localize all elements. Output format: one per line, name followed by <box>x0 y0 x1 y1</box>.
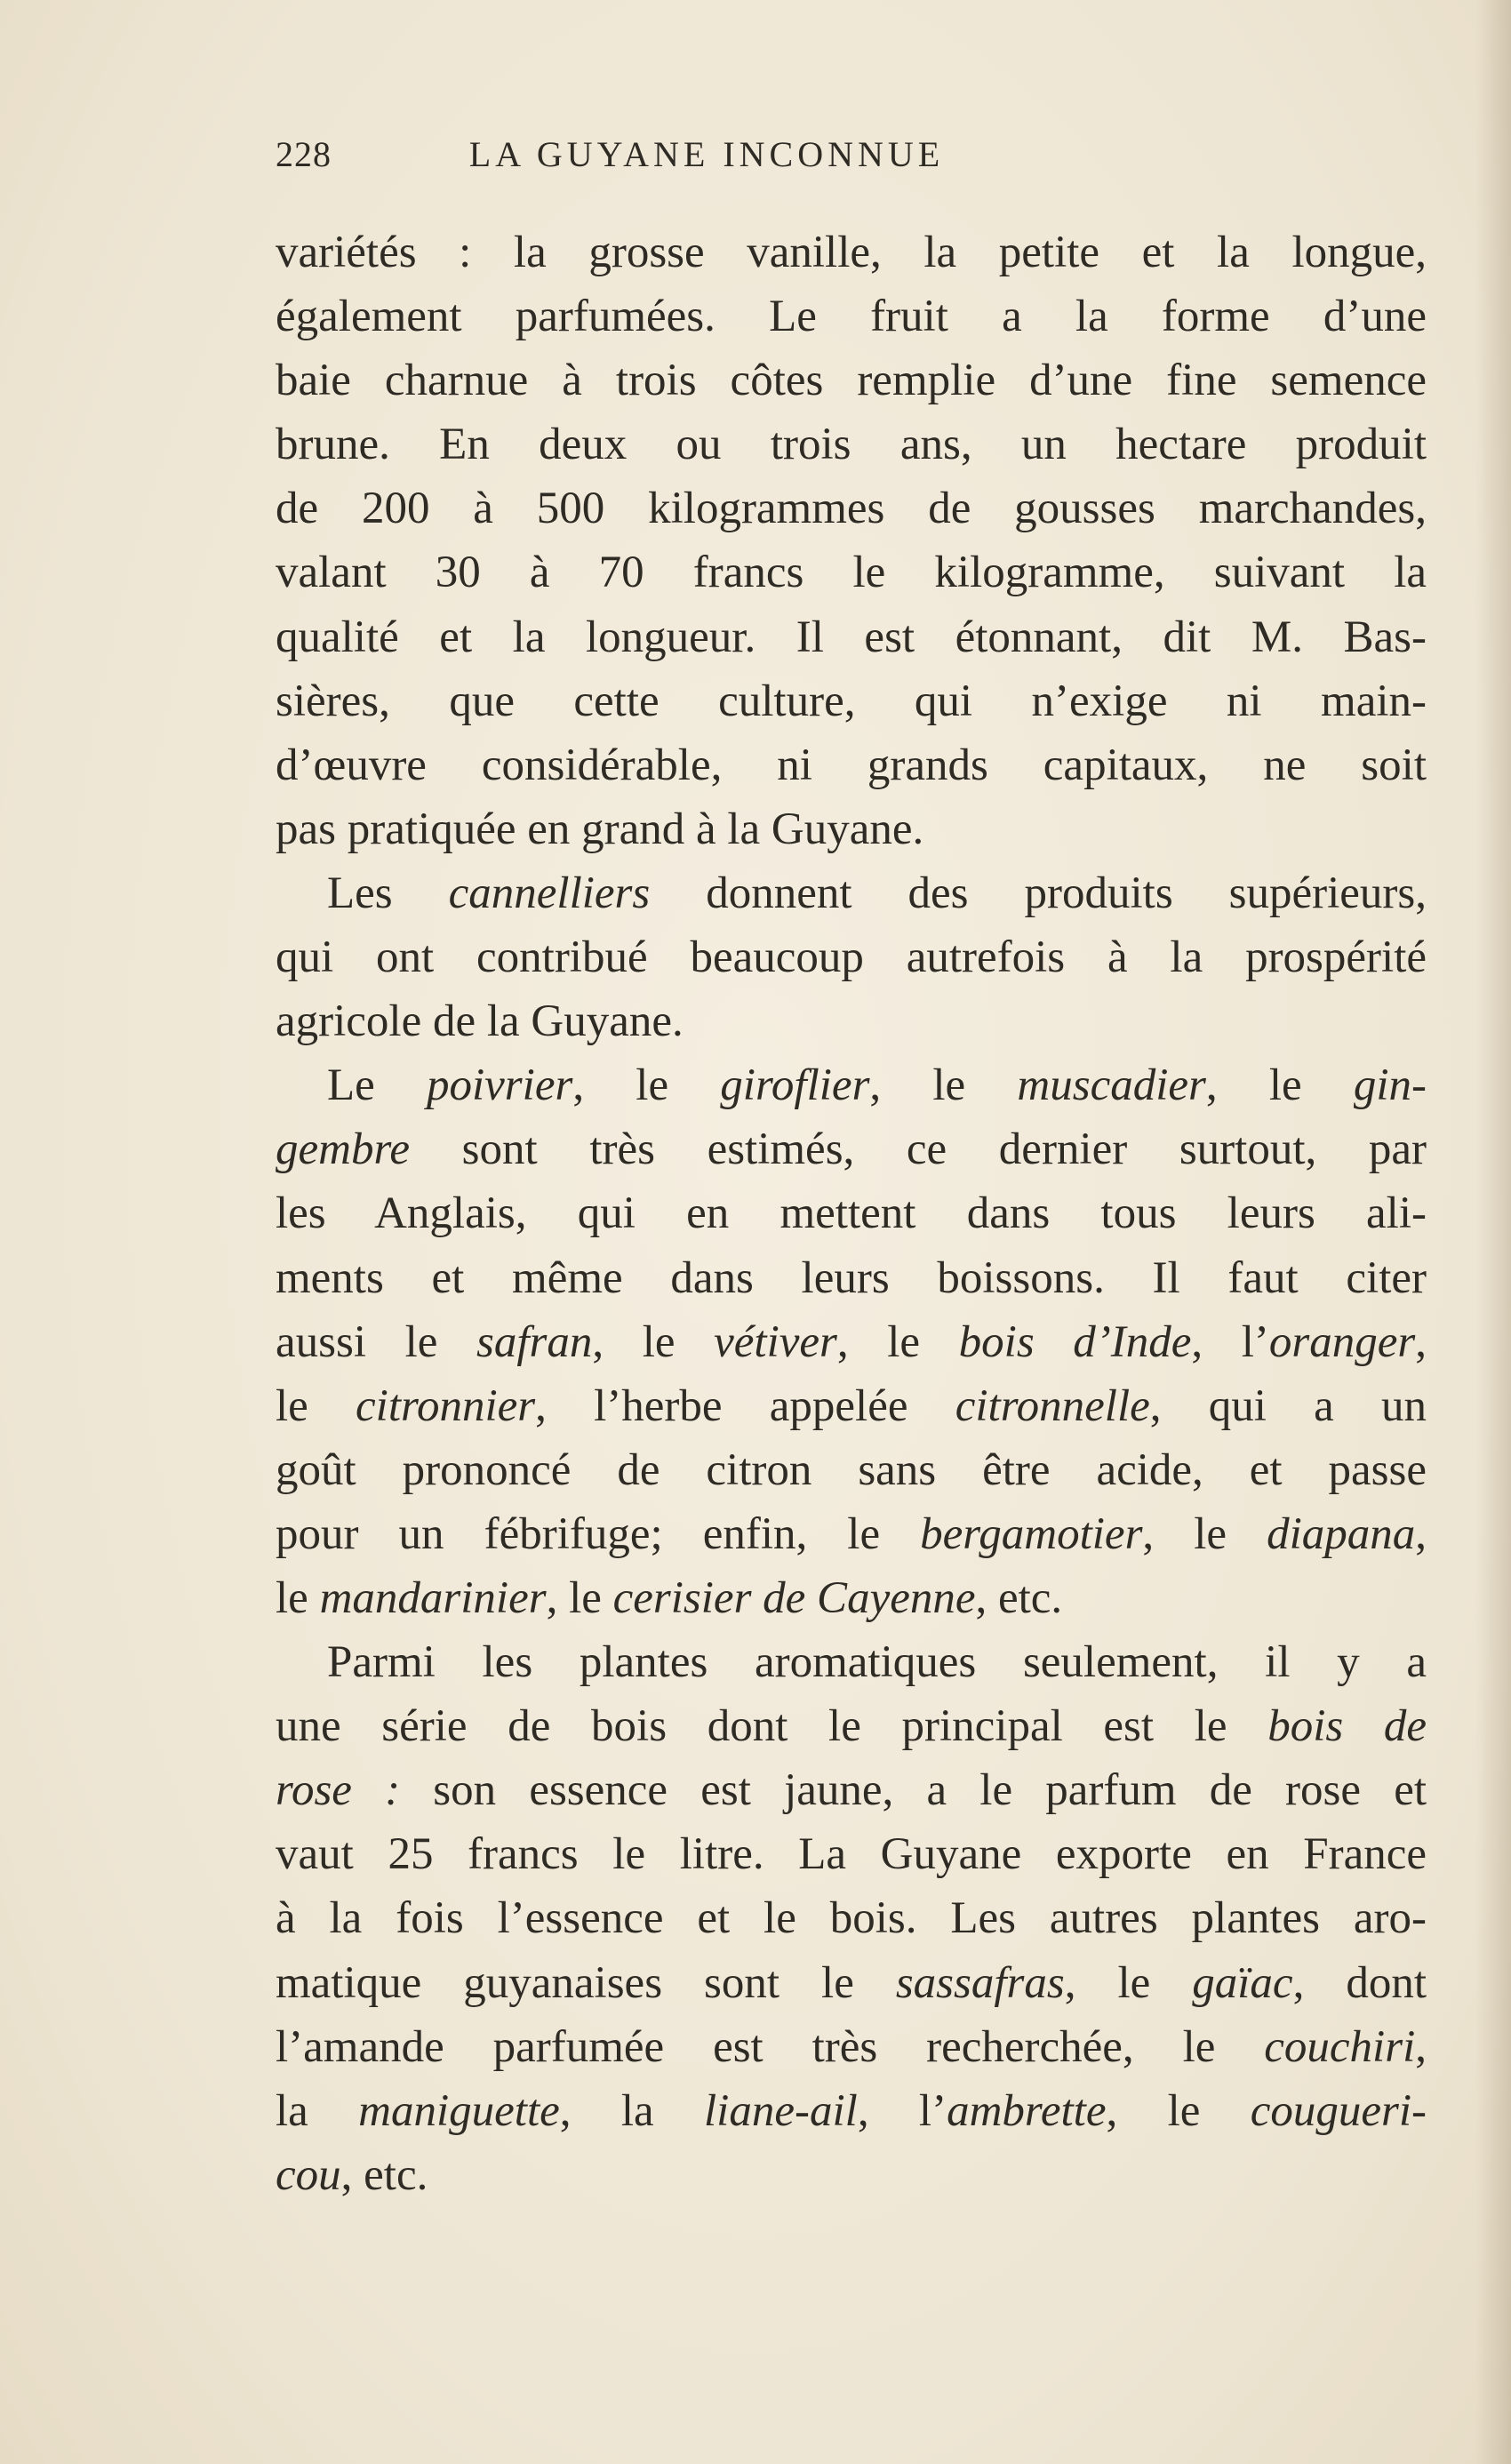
text-line <box>276 412 1427 476</box>
text-line <box>276 605 1427 669</box>
text-line <box>276 797 1427 861</box>
text-run: , le <box>1142 1508 1267 1559</box>
italic-term: rose : <box>276 1765 401 1816</box>
italic-term: couchiri <box>1264 2021 1416 2072</box>
text-line <box>276 284 1427 348</box>
text-run: qui ont contribué beaucoup autrefois à la prospérité <box>276 932 1427 983</box>
text-run: également parfumées. Le fruit a la forme d’une <box>276 292 1427 342</box>
text-run: , qui a un <box>1149 1380 1427 1431</box>
text-run: Le <box>327 1060 427 1111</box>
text-run: d’œuvre considérable, ni grands capitaux, ne soit <box>276 740 1427 790</box>
text-line <box>276 925 1427 989</box>
text-run: les Anglais, qui en mettent dans tous leurs ali- <box>276 1188 1427 1239</box>
italic-term: ambrette <box>947 2085 1107 2136</box>
text-line <box>276 1117 1427 1181</box>
text-line <box>276 1374 1427 1438</box>
text-run: pas pratiquée en grand à la Guyane. <box>276 804 924 854</box>
text-run: , le <box>546 1572 613 1623</box>
text-run: à la fois l’essence et le bois. Les autres plantes aro- <box>276 1893 1427 1944</box>
text-run: , etc. <box>340 2149 428 2200</box>
text-run: Les <box>327 868 449 918</box>
text-line <box>276 1502 1427 1566</box>
text-run: aussi le <box>276 1316 477 1367</box>
text-run: , le <box>1106 2085 1251 2136</box>
text-line <box>276 2079 1427 2143</box>
text-line <box>276 2143 1427 2207</box>
italic-term: gembre <box>276 1124 411 1175</box>
text-run: le <box>276 1572 320 1623</box>
italic-term: cougueri- <box>1250 2085 1427 2136</box>
text-line <box>276 2015 1427 2079</box>
italic-term: maniguette <box>358 2085 560 2136</box>
page-number: 228 <box>276 134 332 174</box>
text-run: , la <box>559 2085 705 2136</box>
italic-term: muscadier <box>1017 1060 1206 1111</box>
text-line <box>276 1181 1427 1245</box>
text-run: , le <box>592 1316 715 1367</box>
italic-term: citronnelle <box>955 1380 1150 1431</box>
text-run: Parmi les plantes aromatiques seulement, il y a <box>327 1637 1427 1688</box>
text-line <box>276 1758 1427 1822</box>
page-edge-shadow <box>1475 0 1511 2464</box>
text-line <box>276 1438 1427 1502</box>
italic-term: gin- <box>1353 1060 1427 1111</box>
text-line <box>276 1694 1427 1758</box>
text-run: de 200 à 500 kilogrammes de gousses marchandes, <box>276 484 1427 534</box>
text-run: , dont <box>1292 1957 1427 2008</box>
text-run: , le <box>869 1060 1018 1111</box>
text-run: agricole de la Guyane. <box>276 996 684 1047</box>
page-header <box>276 133 1138 187</box>
text-line <box>276 1310 1427 1374</box>
text-line <box>276 1886 1427 1950</box>
italic-term: cerisier de Cayenne <box>612 1572 976 1623</box>
text-run: qualité et la longueur. Il est étonnant, dit M. Bas- <box>276 612 1427 662</box>
text-run: sières, que cette culture, qui n’exige ni main- <box>276 676 1427 726</box>
italic-term: vétiver <box>714 1316 837 1367</box>
italic-term: safran <box>476 1316 593 1367</box>
text-run: une série de bois dont le principal est le <box>276 1701 1268 1752</box>
italic-term: bois d’Inde <box>958 1316 1192 1367</box>
text-run: le <box>276 1380 356 1431</box>
text-run: goût prononcé de citron sans être acide, et passe <box>276 1444 1427 1495</box>
text-run: sont très estimés, ce dernier surtout, par <box>410 1124 1427 1175</box>
text-run: matique guyanaises sont le <box>276 1957 896 2008</box>
text-run: son essence est jaune, a le parfum de rose et <box>400 1765 1427 1816</box>
italic-term: giroflier <box>720 1060 870 1111</box>
text-run: la <box>276 2085 359 2136</box>
text-line <box>276 989 1427 1053</box>
italic-term: gaïac <box>1192 1957 1293 2008</box>
text-run: , le <box>1064 1957 1193 2008</box>
text-line <box>276 1246 1427 1310</box>
text-run: ments et même dans leurs boissons. Il faut citer <box>276 1252 1427 1303</box>
text-run: , l’ <box>1191 1316 1269 1367</box>
text-run: l’amande parfumée est très recherchée, le <box>276 2021 1265 2072</box>
text-run: brune. En deux ou trois ans, un hectare produit <box>276 420 1427 470</box>
text-run: , <box>1415 1508 1427 1559</box>
text-line <box>276 669 1427 733</box>
text-run: vaut 25 francs le litre. La Guyane exporte en France <box>276 1829 1427 1880</box>
running-title: LA GUYANE INCONNUE <box>468 134 945 174</box>
text-run: baie charnue à trois côtes remplie d’une fine semence <box>276 356 1427 406</box>
text-line <box>276 220 1427 284</box>
text-run: , <box>1415 2021 1427 2072</box>
text-line <box>276 540 1427 604</box>
text-line <box>276 1566 1427 1630</box>
text-run: , le <box>1205 1060 1354 1111</box>
italic-term: liane-ail <box>704 2085 858 2136</box>
text-line <box>276 861 1427 925</box>
text-run: pour un fébrifuge; enfin, le <box>276 1508 921 1559</box>
text-line <box>276 1630 1427 1694</box>
text-line <box>276 348 1427 412</box>
text-run: , le <box>836 1316 959 1367</box>
italic-term: cannelliers <box>448 868 651 918</box>
text-line <box>276 1822 1427 1886</box>
text-run: variétés : la grosse vanille, la petite et la longue, <box>276 228 1427 277</box>
text-run: , <box>1415 1316 1427 1367</box>
text-line <box>276 1053 1427 1117</box>
italic-term: bois de <box>1267 1701 1427 1752</box>
text-line <box>276 1951 1427 2015</box>
text-line <box>276 733 1427 797</box>
italic-term: sassafras <box>895 1957 1065 2008</box>
italic-term: cou <box>276 2149 341 2200</box>
text-run: , le <box>572 1060 721 1111</box>
text-run: , etc. <box>975 1572 1063 1623</box>
italic-term: citronnier <box>356 1380 536 1431</box>
text-run: , l’ <box>857 2085 947 2136</box>
text-run: valant 30 à 70 francs le kilogramme, suivant la <box>276 548 1427 598</box>
italic-term: bergamotier <box>920 1508 1143 1559</box>
italic-term: mandarinier <box>319 1572 547 1623</box>
italic-term: oranger <box>1268 1316 1416 1367</box>
text-run: donnent des produits supérieurs, <box>650 868 1427 918</box>
italic-term: diapana <box>1267 1508 1416 1559</box>
italic-term: poivrier <box>427 1060 573 1111</box>
body-text <box>276 220 1427 2207</box>
text-line <box>276 476 1427 540</box>
text-run: , l’herbe appelée <box>535 1380 955 1431</box>
